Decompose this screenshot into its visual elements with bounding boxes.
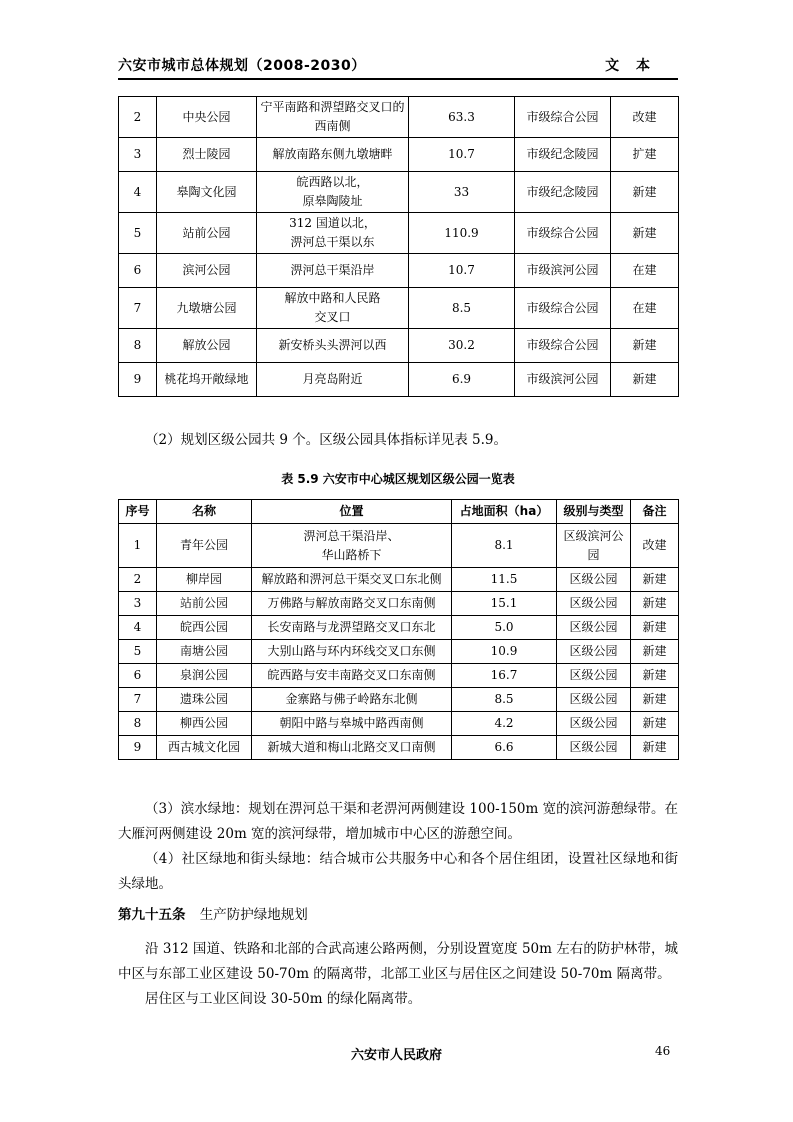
table-row: [119, 254, 679, 288]
cell-no: 3: [119, 592, 157, 616]
cell-no: 9: [119, 736, 157, 760]
location-line: 交叉口: [314, 310, 351, 324]
cell-no: 1: [119, 524, 157, 568]
cell-type: 市级纪念陵园: [515, 138, 611, 172]
table-row: [119, 524, 679, 568]
cell-no: 6: [119, 254, 157, 288]
page-header: [118, 55, 678, 75]
cell-no: 5: [119, 213, 157, 254]
cell-location: [257, 213, 409, 254]
cell-area: 10.7: [409, 254, 515, 288]
district-parks-table-body: [119, 524, 679, 760]
cell-location: [252, 736, 452, 760]
cell-name: 柳岸园: [157, 568, 252, 592]
municipal-parks-table-body: [119, 97, 679, 397]
table-row: [119, 688, 679, 712]
article-number: 第九十五条: [118, 907, 186, 923]
location-line: 皖西路与安丰南路交叉口东南侧: [267, 668, 436, 682]
location-line: 原皋陶陵址: [302, 194, 363, 208]
cell-no: 7: [119, 688, 157, 712]
cell-area: 6.6: [452, 736, 557, 760]
cell-note: 在建: [611, 288, 679, 329]
cell-note: 改建: [611, 97, 679, 138]
cell-area: 6.9: [409, 363, 515, 397]
location-line: 华山路桥下: [321, 547, 382, 562]
location-line: 解放中路和人民路: [284, 291, 381, 305]
location-line: 月亮岛附近: [302, 372, 363, 386]
header-name: 名称: [157, 500, 252, 524]
cell-location: [252, 712, 452, 736]
cell-no: 8: [119, 329, 157, 363]
page-number: 46: [655, 1044, 671, 1058]
cell-type: 区级公园: [557, 640, 631, 664]
cell-no: 4: [119, 172, 157, 213]
cell-location: [252, 524, 452, 568]
cell-no: 3: [119, 138, 157, 172]
location-line: 大别山路与环内环线交叉口东侧: [267, 644, 436, 658]
cell-name: 解放公园: [157, 329, 257, 363]
table-row: [119, 172, 679, 213]
cell-type: 市级滨河公园: [515, 363, 611, 397]
cell-note: 新建: [631, 712, 679, 736]
location-line: 宁平南路和淠望路交叉口的: [260, 100, 405, 114]
location-line: 新城大道和梅山北路交叉口南侧: [267, 740, 436, 754]
location-line: 淠河总干渠沿岸: [290, 263, 375, 277]
cell-no: 5: [119, 640, 157, 664]
table-row: [119, 363, 679, 397]
table-row: [119, 329, 679, 363]
table-row: [119, 138, 679, 172]
location-line: 长安南路与龙淠望路交叉口东北: [267, 620, 436, 634]
cell-location: [252, 592, 452, 616]
municipal-parks-table: [118, 96, 679, 397]
cell-no: 6: [119, 664, 157, 688]
cell-location: [257, 363, 409, 397]
article-heading: [118, 903, 678, 928]
cell-name: 站前公园: [157, 213, 257, 254]
cell-area: 63.3: [409, 97, 515, 138]
cell-type: 区级公园: [557, 592, 631, 616]
table-row: [119, 712, 679, 736]
paragraph-isolation-belt: 居住区与工业区间设 30-50m 的绿化隔离带。: [145, 991, 422, 1007]
cell-note: 新建: [631, 616, 679, 640]
cell-area: 5.0: [452, 616, 557, 640]
location-line: 朝阳中路与皋城中路西南侧: [279, 716, 424, 730]
location-line: 解放南路东侧九墩塘畔: [272, 147, 393, 161]
cell-type: 市级滨河公园: [515, 254, 611, 288]
table-row: [119, 213, 679, 254]
cell-area: 10.7: [409, 138, 515, 172]
paragraph-district-parks: （2）规划区级公园共 9 个。区级公园具体指标详见表 5.9。: [145, 432, 508, 448]
header-type: 级别与类型: [557, 500, 631, 524]
cell-note: 新建: [611, 172, 679, 213]
cell-type: 区级公园: [557, 616, 631, 640]
cell-area: 8.1: [452, 524, 557, 568]
cell-note: 新建: [631, 568, 679, 592]
location-line: 皖西路以北，: [296, 175, 369, 189]
cell-no: 7: [119, 288, 157, 329]
cell-type: 区级滨河公园: [557, 524, 631, 568]
cell-name: 泉润公园: [157, 664, 252, 688]
cell-note: 改建: [631, 524, 679, 568]
cell-area: 110.9: [409, 213, 515, 254]
cell-location: [252, 688, 452, 712]
header-area: 占地面积（ha）: [452, 500, 557, 524]
table-row: [119, 736, 679, 760]
cell-area: 11.5: [452, 568, 557, 592]
location-line: 新安桥头头淠河以西: [278, 338, 387, 352]
cell-note: 新建: [631, 640, 679, 664]
cell-type: 市级综合公园: [515, 97, 611, 138]
cell-area: 33: [409, 172, 515, 213]
document-title: 六安市城市总体规划（2008-2030）: [118, 58, 366, 74]
cell-location: [257, 138, 409, 172]
cell-no: 8: [119, 712, 157, 736]
cell-no: 9: [119, 363, 157, 397]
location-line: 淠河总干渠沿岸、: [303, 528, 400, 543]
table-row: [119, 640, 679, 664]
location-line: 金寨路与佛子岭路东北侧: [285, 692, 418, 706]
cell-name: 皖西公园: [157, 616, 252, 640]
cell-name: 遗珠公园: [157, 688, 252, 712]
cell-name: 中央公园: [157, 97, 257, 138]
cell-area: 10.9: [452, 640, 557, 664]
cell-note: 新建: [611, 363, 679, 397]
cell-type: 市级综合公园: [515, 213, 611, 254]
cell-type: 市级纪念陵园: [515, 172, 611, 213]
cell-note: 新建: [631, 736, 679, 760]
cell-area: 30.2: [409, 329, 515, 363]
cell-location: [257, 254, 409, 288]
cell-name: 滨河公园: [157, 254, 257, 288]
cell-type: 区级公园: [557, 688, 631, 712]
cell-name: 西古城文化园: [157, 736, 252, 760]
cell-location: [257, 172, 409, 213]
paragraph-community-green: （4）社区绿地和街头绿地：结合城市公共服务中心和各个居住组团，设置社区绿地和街头绿地。: [118, 851, 678, 892]
cell-area: 8.5: [452, 688, 557, 712]
cell-type: 区级公园: [557, 664, 631, 688]
cell-location: [257, 288, 409, 329]
cell-area: 8.5: [409, 288, 515, 329]
table-caption: 表 5.9 六安市中心城区规划区级公园一览表: [281, 472, 515, 486]
location-line: 312 国道以北，: [289, 216, 376, 230]
article-subtitle: 生产防护绿地规划: [199, 907, 308, 923]
cell-area: 15.1: [452, 592, 557, 616]
cell-note: 在建: [611, 254, 679, 288]
cell-location: [252, 664, 452, 688]
cell-name: 柳西公园: [157, 712, 252, 736]
table-row: [119, 97, 679, 138]
cell-no: 2: [119, 568, 157, 592]
cell-location: [252, 640, 452, 664]
cell-name: 站前公园: [157, 592, 252, 616]
table-row: [119, 568, 679, 592]
header-location: 位置: [252, 500, 452, 524]
cell-name: 南塘公园: [157, 640, 252, 664]
cell-type: 区级公园: [557, 712, 631, 736]
cell-area: 16.7: [452, 664, 557, 688]
header-rule: [118, 78, 678, 80]
paragraph-waterfront-green: （3）滨水绿地：规划在淠河总干渠和老淠河两侧建设 100-150m 宽的滨河游憩绿带。在大雁河两侧建设 20m 宽的滨河绿带，增加城市中心区的游憩空间。: [118, 801, 678, 842]
location-line: 万佛路与解放南路交叉口东南侧: [267, 596, 436, 610]
table-header-row: [119, 500, 679, 524]
header-note: 备注: [631, 500, 679, 524]
header-no: 序号: [119, 500, 157, 524]
cell-note: 新建: [611, 329, 679, 363]
cell-name: 烈士陵园: [157, 138, 257, 172]
cell-type: 区级公园: [557, 568, 631, 592]
cell-location: [257, 97, 409, 138]
cell-note: 新建: [611, 213, 679, 254]
section-label: 文 本: [605, 58, 656, 74]
cell-name: 桃花坞开敞绿地: [157, 363, 257, 397]
cell-no: 2: [119, 97, 157, 138]
cell-location: [252, 568, 452, 592]
paragraph-protective-belts: 沿 312 国道、铁路和北部的合武高速公路两侧，分别设置宽度 50m 左右的防护林带，城中区与东部工业区建设 50-70m 的隔离带，北部工业区与居住区之间建设 50-70m 隔离带。: [118, 941, 678, 982]
cell-name: 青年公园: [157, 524, 252, 568]
location-line: 西南侧: [314, 119, 351, 133]
cell-note: 扩建: [611, 138, 679, 172]
cell-note: 新建: [631, 688, 679, 712]
cell-no: 4: [119, 616, 157, 640]
district-parks-table: [118, 499, 679, 760]
location-line: 淠河总干渠以东: [290, 235, 375, 249]
cell-type: 市级综合公园: [515, 288, 611, 329]
cell-type: 市级综合公园: [515, 329, 611, 363]
table-row: [119, 616, 679, 640]
cell-area: 4.2: [452, 712, 557, 736]
cell-location: [257, 329, 409, 363]
table-row: [119, 664, 679, 688]
location-line: 解放路和淠河总干渠交叉口东北侧: [261, 572, 442, 586]
cell-location: [252, 616, 452, 640]
table-row: [119, 592, 679, 616]
cell-note: 新建: [631, 592, 679, 616]
table-row: [119, 288, 679, 329]
footer-issuer: 六安市人民政府: [350, 1048, 442, 1063]
cell-type: 区级公园: [557, 736, 631, 760]
cell-note: 新建: [631, 664, 679, 688]
cell-name: 九墩塘公园: [157, 288, 257, 329]
cell-name: 皋陶文化园: [157, 172, 257, 213]
